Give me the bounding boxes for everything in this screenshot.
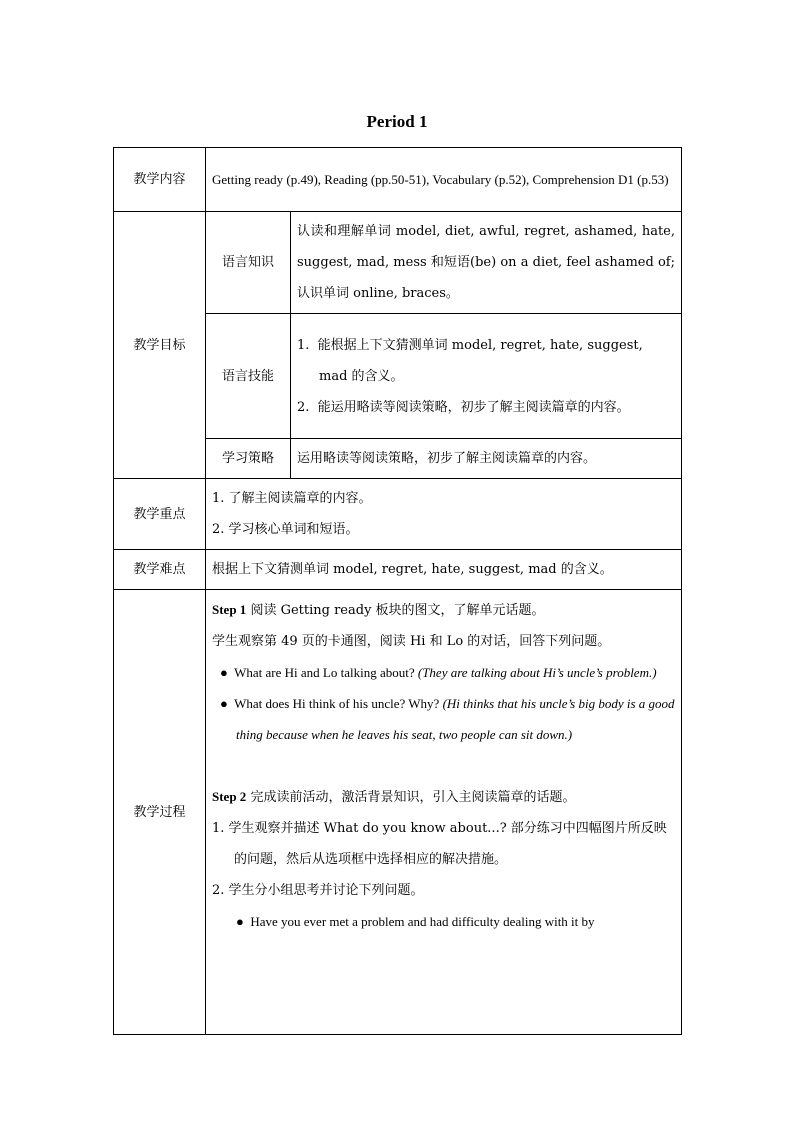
difficulties-row xyxy=(114,550,682,590)
key-points-label: 教学重点 xyxy=(114,479,206,550)
blank-line xyxy=(212,750,675,781)
difficulties-text: 根据上下文猜测单词 model, regret, hate, suggest, mad 的含义。 xyxy=(206,550,682,590)
step-2-item-1: 1. 学生观察并描述 What do you know about...? 部分练习中四幅图片所反映的问题，然后从选项框中选择相应的解决措施。 xyxy=(212,821,667,867)
page-title: Period 1 xyxy=(366,112,428,131)
question-2-text: What does Hi think of his uncle? Why? xyxy=(234,696,440,711)
step-2-heading xyxy=(212,781,675,813)
content-text-value: Getting ready (p.49), Reading (pp.50-51), Vocabulary (p.52), Comprehension D1 (p.53) xyxy=(212,172,669,187)
skills-item-1 xyxy=(297,330,675,392)
key-points-row xyxy=(114,479,682,550)
knowledge-label: 语言知识 xyxy=(206,212,291,314)
key-points-text xyxy=(206,479,682,550)
step-2-sub-item-1: ● Have you ever met a problem and had difficulty dealing with it by xyxy=(236,914,595,929)
content-row xyxy=(114,148,682,212)
difficulties-label: 教学难点 xyxy=(114,550,206,590)
question-1-text: What are Hi and Lo talking about? xyxy=(234,665,415,680)
answer-1-text: (They are talking about Hi’s uncle’s problem.) xyxy=(417,665,657,680)
question-2: ● What does Hi think of his uncle? Why? (Hi thinks that his uncle’s big body is a good thing because when he leaves his seat, two people can sit down.) xyxy=(220,696,675,742)
skills-item-1-num: 1. xyxy=(297,337,310,353)
lesson-plan-table xyxy=(113,147,682,1035)
skills-item-1-text: 能根据上下文猜测单词 model, regret, hate, suggest, mad 的含义。 xyxy=(317,337,643,384)
skills-item-2 xyxy=(297,392,675,423)
skills-text xyxy=(291,314,682,439)
skills-item-2-num: 2. xyxy=(297,399,310,415)
strategy-text: 运用略读等阅读策略，初步了解主阅读篇章的内容。 xyxy=(291,439,682,479)
step-1-heading xyxy=(212,594,675,626)
question-1: ● What are Hi and Lo talking about? (They are talking about Hi’s uncle’s problem.) xyxy=(220,665,657,680)
skills-item-2-text: 能运用略读等阅读策略，初步了解主阅读篇章的内容。 xyxy=(317,399,630,415)
knowledge-text xyxy=(291,212,682,314)
key-point-1: 1. 了解主阅读篇章的内容。 xyxy=(212,491,372,506)
step-2-title: 完成读前活动，激活背景知识，引入主阅读篇章的话题。 xyxy=(250,790,576,805)
knowledge-line-3: 认识单词 online, braces。 xyxy=(297,286,459,301)
objectives-label: 教学目标 xyxy=(114,212,206,479)
process-text xyxy=(206,590,682,1035)
step-1-label: Step 1 xyxy=(212,602,247,617)
step-2-label: Step 2 xyxy=(212,789,247,804)
key-point-2: 2. 学习核心单词和短语。 xyxy=(212,522,359,537)
content-label: 教学内容 xyxy=(114,148,206,212)
step-2-sub-item-1-text: Have you ever met a problem and had difficulty dealing with it by xyxy=(250,914,595,929)
strategy-label: 学习策略 xyxy=(206,439,291,479)
content-text xyxy=(206,148,682,212)
process-label: 教学过程 xyxy=(114,590,206,1035)
knowledge-line-1: 认读和理解单词 model, diet, awful, regret, ashamed, hate, xyxy=(297,224,675,239)
process-row xyxy=(114,590,682,1035)
step-1-intro: 学生观察第 49 页的卡通图，阅读 Hi 和 Lo 的对话，回答下列问题。 xyxy=(212,634,611,649)
step-2-item-2: 2. 学生分小组思考并讨论下列问题。 xyxy=(212,883,424,898)
skills-label: 语言技能 xyxy=(206,314,291,439)
answer-2-text: (Hi thinks that his uncle’s big body is a good thing because when he leaves his seat, two people can sit down.) xyxy=(236,696,675,742)
step-1-title: 阅读 Getting ready 板块的图文，了解单元话题。 xyxy=(250,603,545,618)
knowledge-line-2: suggest, mad, mess 和短语(be) on a diet, feel ashamed of; xyxy=(297,255,675,270)
objectives-knowledge-row xyxy=(114,212,682,314)
